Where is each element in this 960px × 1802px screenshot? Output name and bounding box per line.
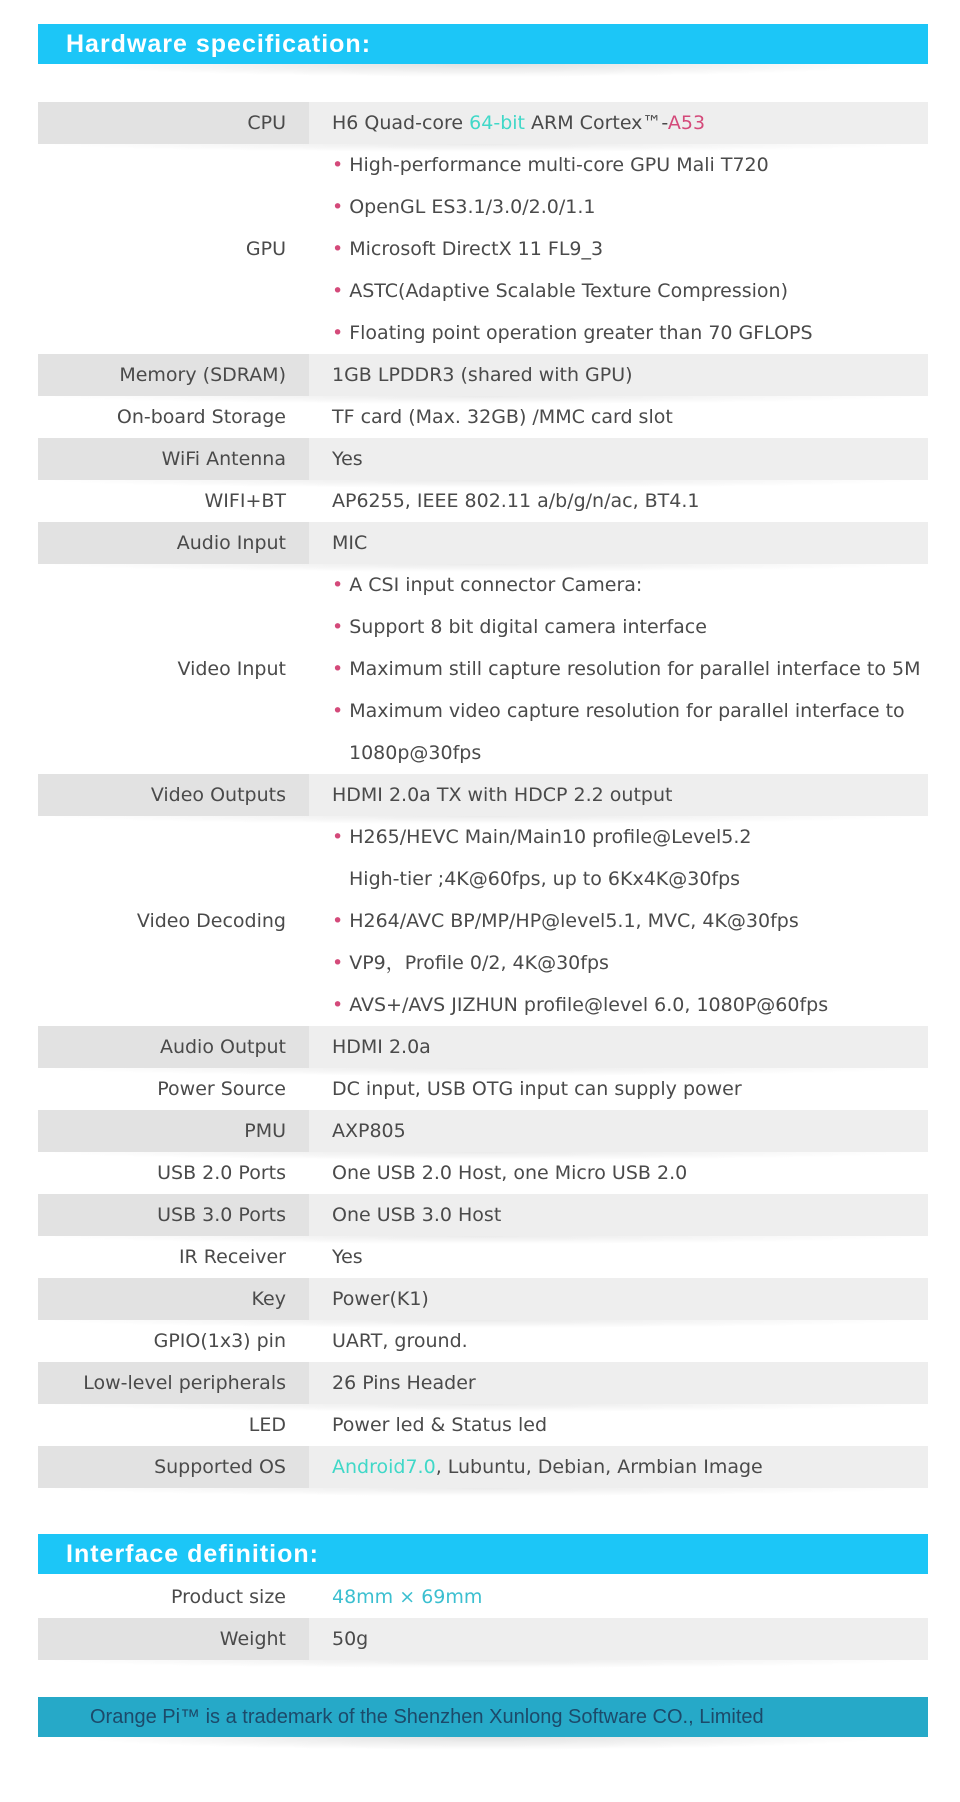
spec-value: UART, ground. bbox=[332, 1330, 468, 1352]
spec-row-ir bbox=[38, 1236, 928, 1278]
spec-value: TF card (Max. 32GB) /MMC card slot bbox=[332, 406, 673, 428]
header-shadow bbox=[38, 64, 928, 78]
list-item: • AVS+/AVS JIZHUN profile@level 6.0, 1080P@60fps bbox=[332, 994, 829, 1016]
list-item: • High-performance multi-core GPU Mali T720 bbox=[332, 154, 769, 176]
spec-row-gpu bbox=[38, 144, 928, 354]
spec-row-video-input bbox=[38, 564, 928, 774]
spec-row-video-decoding bbox=[38, 816, 928, 1026]
spec-value: Power(K1) bbox=[309, 1278, 928, 1320]
spec-value: HDMI 2.0a bbox=[309, 1026, 928, 1068]
spec-label: GPU bbox=[245, 238, 286, 260]
spec-value: Yes bbox=[332, 1246, 363, 1268]
spec-label: Audio Output bbox=[38, 1036, 309, 1058]
spec-label: Supported OS bbox=[38, 1456, 309, 1478]
trademark-footer: Orange Pi™ is a trademark of the Shenzhen Xunlong Software CO., Limited bbox=[38, 1697, 928, 1737]
spec-value: 1GB LPDDR3 (shared with GPU) bbox=[309, 354, 928, 396]
list-item: • A CSI input connector Camera: bbox=[332, 574, 643, 596]
spec-label: PMU bbox=[38, 1120, 309, 1142]
list-item: • Microsoft DirectX 11 FL9_3 bbox=[332, 238, 604, 260]
spec-value: AXP805 bbox=[309, 1110, 928, 1152]
spec-label: USB 3.0 Ports bbox=[38, 1204, 309, 1226]
list-item: • Maximum video capture resolution for parallel interface to bbox=[332, 700, 905, 722]
list-item: • Support 8 bit digital camera interface bbox=[332, 616, 707, 638]
spec-label: WIFI+BT bbox=[204, 490, 286, 512]
list-item: • H264/AVC BP/MP/HP@level5.1, MVC, 4K@30fps bbox=[332, 910, 799, 932]
spec-label: CPU bbox=[38, 112, 309, 134]
spec-value-list bbox=[309, 144, 928, 354]
spec-label: Key bbox=[38, 1288, 309, 1310]
spec-label: Video Input bbox=[177, 658, 286, 680]
footer-shadow bbox=[38, 1737, 928, 1751]
spec-label: Product size bbox=[170, 1586, 286, 1608]
list-item: • Floating point operation greater than 70 GFLOPS bbox=[332, 322, 813, 344]
spec-value: One USB 3.0 Host bbox=[309, 1194, 928, 1236]
spec-label: Audio Input bbox=[38, 532, 309, 554]
list-item: • OpenGL ES3.1/3.0/2.0/1.1 bbox=[332, 196, 596, 218]
list-item: • ASTC(Adaptive Scalable Texture Compression) bbox=[332, 280, 789, 302]
spec-row-cpu bbox=[38, 102, 928, 144]
spec-label: USB 2.0 Ports bbox=[157, 1162, 286, 1184]
spec-table bbox=[38, 102, 928, 1488]
spec-row-usb2 bbox=[38, 1152, 928, 1194]
spec-label: WiFi Antenna bbox=[38, 448, 309, 470]
spec-value: Yes bbox=[309, 438, 928, 480]
list-item-continuation: 1080p@30fps bbox=[349, 742, 482, 764]
spec-row-audio-output bbox=[38, 1026, 928, 1068]
spec-label: GPIO(1x3) pin bbox=[153, 1330, 286, 1352]
interface-table bbox=[38, 1576, 928, 1660]
interface-row-weight bbox=[38, 1618, 928, 1660]
spec-value: Power led & Status led bbox=[332, 1414, 548, 1436]
interface-header-bar bbox=[38, 1534, 928, 1574]
spec-row-video-outputs bbox=[38, 774, 928, 816]
hardware-spec-header-bar bbox=[38, 24, 928, 78]
spec-row-power-source bbox=[38, 1068, 928, 1110]
spec-value-list bbox=[309, 564, 928, 774]
spec-value: One USB 2.0 Host, one Micro USB 2.0 bbox=[332, 1162, 688, 1184]
spec-row-pmu bbox=[38, 1110, 928, 1152]
spec-label: Power Source bbox=[157, 1078, 286, 1100]
spec-value: H6 Quad-core 64-bit ARM Cortex™-A53 bbox=[309, 102, 928, 144]
interface-title: Interface definition: bbox=[38, 1534, 928, 1574]
spec-row-gpio bbox=[38, 1320, 928, 1362]
spec-label: Weight bbox=[38, 1628, 309, 1650]
list-item: • VP9，Profile 0/2, 4K@30fps bbox=[332, 952, 609, 974]
spec-label: On-board Storage bbox=[116, 406, 286, 428]
spec-label: Low-level peripherals bbox=[38, 1372, 309, 1394]
spec-value: 50g bbox=[309, 1618, 928, 1660]
spec-row-key bbox=[38, 1278, 928, 1320]
spec-value: AP6255, IEEE 802.11 a/b/g/n/ac, BT4.1 bbox=[332, 490, 700, 512]
spec-label: LED bbox=[248, 1414, 286, 1436]
interface-row-size bbox=[38, 1576, 928, 1618]
list-item-continuation: High-tier ;4K@60fps, up to 6Kx4K@30fps bbox=[349, 868, 741, 890]
spec-row-wifi-bt bbox=[38, 480, 928, 522]
spec-row-usb3 bbox=[38, 1194, 928, 1236]
spec-value: DC input, USB OTG input can supply power bbox=[332, 1078, 742, 1100]
spec-value: 48mm × 69mm bbox=[332, 1586, 483, 1608]
spec-value: MIC bbox=[309, 522, 928, 564]
spec-label: IR Receiver bbox=[178, 1246, 286, 1268]
hardware-spec-title: Hardware specification: bbox=[38, 24, 928, 64]
spec-row-audio-input bbox=[38, 522, 928, 564]
spec-row-wifi-antenna bbox=[38, 438, 928, 480]
spec-value-list bbox=[309, 816, 928, 1026]
spec-value: HDMI 2.0a TX with HDCP 2.2 output bbox=[309, 774, 928, 816]
spec-value: Android7.0, Lubuntu, Debian, Armbian Image bbox=[309, 1446, 928, 1488]
spec-label: Video Outputs bbox=[38, 784, 309, 806]
spec-row-led bbox=[38, 1404, 928, 1446]
list-item: • Maximum still capture resolution for parallel interface to 5M bbox=[332, 658, 921, 680]
spec-row-low-level bbox=[38, 1362, 928, 1404]
spec-row-storage bbox=[38, 396, 928, 438]
list-item: • H265/HEVC Main/Main10 profile@Level5.2 bbox=[332, 826, 752, 848]
spec-label: Video Decoding bbox=[136, 910, 286, 932]
spec-row-memory bbox=[38, 354, 928, 396]
spec-row-os bbox=[38, 1446, 928, 1488]
spec-value: 26 Pins Header bbox=[309, 1362, 928, 1404]
spec-label: Memory (SDRAM) bbox=[38, 364, 309, 386]
